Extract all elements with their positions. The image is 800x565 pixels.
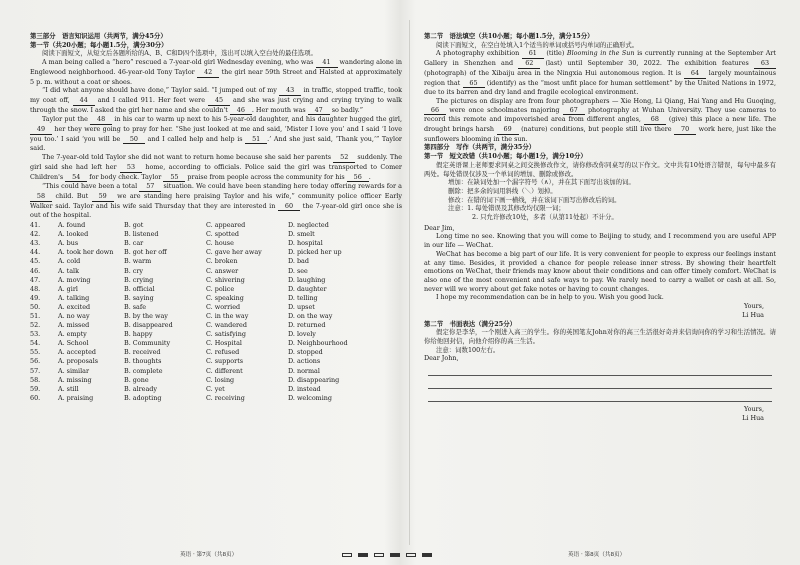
option-c[interactable]: C. spotted	[206, 230, 239, 239]
essay-instruction: 假定你是李华，一个刚进入高三的学生。你的英国笔友John对你的高三生活很好奇并来信询问你的学习和生活情况。请你给他回封信，向他介绍你的高三生活。	[424, 328, 776, 345]
grammar-paragraph-1	[424, 49, 776, 97]
blank-63[interactable]: 63	[754, 59, 776, 69]
text-run: (last) until September 30, 2022. The exhibition features	[540, 59, 754, 68]
option-c[interactable]: C. answer	[206, 266, 239, 275]
footer-left: 英语 · 第7页（共8页）	[180, 552, 238, 558]
blank-52[interactable]: 52	[333, 153, 355, 163]
option-d[interactable]: D. bad	[288, 257, 309, 266]
option-d[interactable]: D. smelt	[288, 230, 315, 239]
text-run: A photography exhibition	[436, 49, 522, 58]
option-d[interactable]: D. lovely	[288, 330, 316, 339]
option-b[interactable]: B. adopting	[124, 393, 162, 402]
option-a[interactable]: A. bus	[58, 239, 79, 248]
option-b[interactable]: B. saying	[124, 293, 154, 302]
text-run: photography at Wuhan University. They use cameras to record this remote and impoverished area from different angles,	[424, 105, 776, 124]
question-number: 45.	[30, 257, 41, 266]
letter-paragraph-2: WeChat has become a big part of our life. It is very convenient for people to express our feelings instant at any time. Besides, it provided a chance for people release inner stress. By showing their heartfelt emotions on WeChat, their friends may know about their conditions and can offer timely comfort. WeChat is also one of the most convenient and safe ways to pay. We rarely need to carry a wallet or cash at all. So, never will we worry about get fake notes or having to count changes.	[424, 249, 776, 293]
option-a[interactable]: A. similar	[58, 366, 90, 375]
text-run: Taylor put the	[42, 115, 91, 124]
option-a[interactable]: A. proposals	[58, 357, 99, 366]
blank-45[interactable]: 45	[208, 96, 230, 106]
option-a[interactable]: A. found	[58, 221, 86, 230]
option-c[interactable]: C. gave her away	[206, 248, 262, 257]
text-run: (title)	[543, 49, 567, 58]
option-b[interactable]: B. gone	[124, 375, 149, 384]
blank-59[interactable]: 59	[92, 192, 114, 202]
option-c[interactable]: C. in the way	[206, 312, 249, 320]
blank-44[interactable]: 44	[73, 96, 95, 106]
text-run: A man being called a “hero” rescued a 7-year-old girl Wednesday evening, who was	[42, 58, 316, 67]
question-number: 55.	[30, 348, 41, 357]
option-d[interactable]: D. upset	[288, 302, 315, 311]
option-a[interactable]: A. looked	[58, 230, 89, 239]
cloze-instruction: 阅读下面短文，从短文后各题所给的A、B、C和D四个选项中，选出可以填入空白处的最佳选项。	[42, 49, 317, 58]
option-b[interactable]: B. disappeared	[124, 321, 173, 330]
text-run: .’ And she just said, ‘Thank you,’” Taylor said.	[30, 134, 402, 153]
letter-paragraph-1: Long time no see. Knowing that you will come to Beijing to study, and I recommend you are useful APP in our life — WeChat.	[424, 232, 776, 250]
option-a[interactable]: A. cold	[58, 257, 81, 266]
option-b[interactable]: B. already	[124, 384, 157, 393]
letter-signature: Li Hua	[742, 310, 764, 319]
option-c[interactable]: C. wandered	[206, 321, 247, 330]
text-run: suddenly. The girl said she had left her	[30, 153, 402, 171]
question-number: 58.	[30, 375, 41, 384]
question-number: 59.	[30, 384, 41, 393]
option-a[interactable]: A. still	[58, 384, 79, 393]
blank-43[interactable]: 43	[279, 86, 301, 96]
option-b[interactable]: B. official	[124, 284, 155, 293]
alignment-mark	[374, 553, 384, 557]
alignment-marks	[342, 553, 432, 557]
text-run: her they were going to pray for her. “She just looked at me and said, ‘Mister I love you’ and I said ‘I love you too.’ I said ‘you will be	[30, 125, 402, 143]
correction-instruction: 假定英语课上老师要求同桌之间交换修改作文，请你修改你同桌写的以下作文。文中共有10处语言错误，每句中最多有两处。每处错误仅涉及一个单词的增加、删除或修改。	[424, 160, 776, 178]
text-run: (give) this place a new life. The drought brings harsh	[424, 115, 777, 134]
blank-49[interactable]: 49	[30, 125, 52, 135]
option-d[interactable]: D. Neighbourhood	[288, 339, 348, 348]
blank-67[interactable]: 67	[563, 106, 585, 116]
text-run: so badly.”	[329, 105, 363, 114]
option-b[interactable]: B. thoughts	[124, 357, 162, 366]
alignment-mark	[342, 553, 352, 557]
option-a[interactable]: A. took her down	[58, 248, 114, 257]
correction-heading: 第一节 短文改错（共10小题；每小题1分，满分10分）	[424, 152, 587, 161]
blank-47[interactable]: 47	[308, 106, 330, 116]
text-run: . Her mouth was	[251, 105, 308, 114]
option-c[interactable]: C. receiving	[206, 393, 245, 402]
option-c[interactable]: C. house	[206, 239, 234, 248]
blank-62[interactable]: 62	[518, 59, 540, 69]
blank-58[interactable]: 58	[30, 192, 52, 202]
option-c[interactable]: C. supports	[206, 357, 244, 366]
essay-heading: 第二节 书面表达（满分25分）	[424, 319, 516, 328]
option-d[interactable]: D. telling	[288, 293, 318, 302]
option-a[interactable]: A. missed	[58, 321, 90, 330]
blank-48[interactable]: 48	[90, 115, 112, 125]
letter-paragraph-3: I hope my recommendation can be in help to you. Wish you good luck.	[436, 293, 664, 302]
cloze-heading: 第一节（共20小题；每小题1.5分，满分30分）	[30, 40, 168, 49]
option-c[interactable]: C. worried	[206, 302, 241, 311]
correction-rule-add: 增加：在缺词处加一个漏字符号（∧），并在其下面写出该加的词。	[448, 178, 635, 187]
essay-closing: Yours,	[744, 405, 764, 414]
blank-70[interactable]: 70	[674, 125, 696, 135]
grammar-paragraph-2	[424, 97, 776, 144]
question-number: 49.	[30, 293, 41, 302]
blank-51[interactable]: 51	[245, 135, 267, 145]
section-heading: 第三部分 语言知识运用（共两节，满分45分）	[30, 32, 167, 40]
option-c[interactable]: C. refused	[206, 348, 240, 357]
option-c[interactable]: C. Hospital	[206, 339, 242, 348]
option-a[interactable]: A. no way	[58, 312, 90, 320]
option-b[interactable]: B. crying	[124, 275, 154, 284]
option-d[interactable]: D. daughter	[288, 284, 327, 293]
alignment-mark	[358, 553, 368, 557]
essay-note: 注意：词数100左右。	[436, 345, 500, 354]
answer-line[interactable]	[428, 376, 772, 389]
blank-53[interactable]: 53	[120, 163, 142, 173]
question-number: 42.	[30, 230, 41, 239]
question-number: 57.	[30, 366, 41, 375]
blank-69[interactable]: 69	[497, 125, 519, 135]
text-run: we are standing here praising Taylor and his wife,” community police officer Early Walker said. Taylor and his wife said Thursday that they are interested in	[30, 191, 402, 210]
text-run: is currently running at the September Art Gallery in Shenzhen and	[424, 49, 776, 68]
text-run: home, according to officials. Police said the girl was transported to Comer Children's	[30, 162, 402, 181]
option-b[interactable]: B. complete	[124, 366, 163, 375]
question-number: 51.	[30, 312, 41, 320]
option-b[interactable]: B. listened	[124, 230, 159, 239]
blank-64[interactable]: 64	[684, 69, 706, 79]
option-c[interactable]: C. appeared	[206, 221, 246, 230]
answer-options	[30, 221, 402, 403]
option-c[interactable]: C. speaking	[206, 293, 244, 302]
text-run: wandering alone in Englewood neighborhood. 46-year-old Tony Taylor	[30, 58, 402, 76]
option-a[interactable]: A. accepted	[58, 348, 96, 357]
essay-greeting: Dear John,	[424, 354, 459, 363]
blank-50[interactable]: 50	[123, 135, 145, 145]
blank-61[interactable]: 61	[522, 49, 544, 59]
option-d[interactable]: D. neglected	[288, 221, 329, 230]
text-run: “I did what anyone should have done,” Taylor said. “I jumped out of my	[42, 86, 280, 95]
question-number: 41.	[30, 221, 41, 230]
option-a[interactable]: A. School	[58, 339, 89, 348]
option-b[interactable]: B. by the way	[124, 312, 168, 320]
question-number: 43.	[30, 239, 41, 248]
option-b[interactable]: B. safe	[124, 302, 146, 311]
option-b[interactable]: B. warm	[124, 257, 152, 266]
blank-56[interactable]: 56	[347, 173, 369, 183]
letter-greeting: Dear Jim,	[424, 223, 455, 232]
text-run: praise from people across the community for his	[185, 172, 347, 181]
option-a[interactable]: A. talk	[58, 266, 79, 275]
grammar-heading: 第二节 语法填空（共10小题；每小题1.5分，满分15分）	[424, 32, 594, 40]
text-run: and she was just crying and crying trying to walk through the snow. I asked the girl her name and she couldn't	[30, 95, 403, 114]
blank-57[interactable]: 57	[139, 182, 161, 192]
option-d[interactable]: D. actions	[288, 357, 321, 366]
option-c[interactable]: C. yet	[206, 384, 225, 393]
option-b[interactable]: B. received	[124, 348, 161, 357]
blank-68[interactable]: 68	[644, 115, 666, 125]
text-run: and I called help and help is	[144, 134, 246, 143]
text-run: in his car to warm up next to his 5-year-old daughter, and his daughter hugged the girl,	[112, 115, 403, 124]
text-run: (identify) as the “most unfit place for human settlement” by the United Nations in 1972, due to its barren and dry land and fragile ecological environment.	[424, 78, 776, 97]
text-run: the 7-year-old girl once she is out of the hospital.	[30, 201, 402, 220]
cloze-paragraph-2	[30, 86, 402, 115]
option-a[interactable]: A. talking	[58, 293, 90, 302]
option-d[interactable]: D. on the way	[288, 312, 333, 320]
cloze-paragraph-3	[30, 115, 402, 153]
text-run: work here, just like the sunflowers blooming in the sun.	[424, 125, 776, 143]
option-b[interactable]: B. cry	[124, 266, 144, 275]
correction-note-2: 2. 只允许修改10处，多者（从第11处起）不计分。	[472, 213, 618, 222]
text-run: were once schoolmates majoring	[446, 105, 563, 114]
text-run: (nature) conditions, but people still live there	[518, 125, 675, 134]
option-b[interactable]: B. happy	[124, 330, 153, 339]
question-number: 44.	[30, 248, 41, 257]
blank-41[interactable]: 41	[316, 58, 338, 68]
blank-65[interactable]: 65	[463, 79, 485, 89]
text-run: The pictures on display are from four photographers — Xie Hong, Li Qiang, Hai Yang and Hu Guoqing,	[436, 96, 776, 105]
option-b[interactable]: B. Community	[124, 339, 171, 348]
page-left	[30, 32, 402, 403]
question-number: 48.	[30, 284, 41, 293]
blank-66[interactable]: 66	[424, 106, 446, 116]
question-number: 47.	[30, 275, 41, 284]
text-run: (photograph) of the Xibaiju area in the Ningxia Hui autonomous region. It is	[424, 68, 684, 77]
exhibition-title: Blooming in the Sun	[566, 49, 635, 58]
option-c[interactable]: C. police	[206, 284, 235, 293]
cloze-paragraph-1	[30, 58, 402, 86]
option-d[interactable]: D. laughing	[288, 275, 326, 284]
option-d[interactable]: D. returned	[288, 321, 326, 330]
question-number: 54.	[30, 339, 41, 348]
footer-right: 英语 · 第8页（共8页）	[568, 552, 626, 558]
option-b[interactable]: B. got	[124, 221, 144, 230]
option-b[interactable]: B. car	[124, 239, 144, 248]
question-number: 60.	[30, 393, 41, 402]
question-number: 46.	[30, 266, 41, 275]
text-run: for body check. Taylor	[87, 172, 164, 181]
text-run: child. But	[52, 191, 92, 200]
blank-55[interactable]: 55	[163, 173, 185, 183]
option-d[interactable]: D. normal	[288, 366, 320, 375]
option-a[interactable]: A. praising	[58, 393, 94, 402]
text-run: and I called 911. Her feet were	[94, 95, 209, 104]
option-c[interactable]: C. losing	[206, 375, 235, 384]
question-number: 53.	[30, 330, 41, 339]
text-run: The 7-year-old told Taylor she did not want to return home because she said her parents	[42, 153, 334, 162]
option-a[interactable]: A. empty	[58, 330, 87, 339]
correction-note-1: 注意：1. 每处错误及其修改均仅限一词；	[448, 204, 565, 213]
alignment-mark	[422, 553, 432, 557]
page-divider	[409, 20, 410, 545]
blank-46[interactable]: 46	[230, 106, 252, 116]
blank-54[interactable]: 54	[65, 173, 87, 183]
letter-closing: Yours,	[744, 302, 764, 311]
text-run: situation. We could have been standing here today offering rewards for a	[161, 182, 402, 191]
option-c[interactable]: C. shivering	[206, 275, 245, 284]
option-c[interactable]: C. broken	[206, 257, 238, 266]
option-a[interactable]: A. girl	[58, 284, 78, 293]
alignment-mark	[406, 553, 416, 557]
blank-60[interactable]: 60	[278, 202, 300, 212]
text-run: in traffic, stopped traffic, took my coat off,	[30, 86, 402, 104]
cloze-paragraph-4	[30, 153, 402, 182]
correction-rule-delete: 删除：把多余的词用斜线（＼）划掉。	[448, 186, 557, 195]
question-number: 50.	[30, 302, 41, 311]
option-c[interactable]: C. different	[206, 366, 243, 375]
writing-heading: 第四部分 写作（共两节，满分35分）	[424, 143, 536, 152]
option-d[interactable]: D. instead	[288, 384, 321, 393]
grammar-instruction: 阅读下面短文，在空白处填入1个适当的单词或括号内单词的正确形式。	[436, 40, 639, 49]
blank-42[interactable]: 42	[197, 68, 219, 78]
option-b[interactable]: B. got her off	[124, 248, 167, 257]
correction-rule-modify: 修改：在错的词下画一横线，并在该词下面写出修改后的词。	[448, 195, 621, 204]
option-d[interactable]: D. stopped	[288, 348, 323, 357]
option-a[interactable]: A. moving	[58, 275, 91, 284]
option-d[interactable]: D. see	[288, 266, 308, 275]
alignment-mark	[390, 553, 400, 557]
option-c[interactable]: C. satisfying	[206, 330, 246, 339]
text-run: largely mountainous region that	[424, 68, 777, 87]
cloze-paragraph-5	[30, 182, 402, 220]
text-run: “This could have been a total	[42, 182, 140, 191]
text-run: the girl near 59th Street and Halsted at approximately 5 p. m. without a coat or shoes.	[30, 67, 402, 86]
question-number: 56.	[30, 357, 41, 366]
option-d[interactable]: D. hospital	[288, 239, 323, 248]
answer-line[interactable]	[428, 363, 772, 376]
option-a[interactable]: A. excited	[58, 302, 91, 311]
option-d[interactable]: D. welcoming	[288, 393, 332, 402]
page-right	[424, 32, 776, 422]
option-a[interactable]: A. missing	[58, 375, 92, 384]
question-number: 52.	[30, 321, 41, 330]
text-run: .	[368, 172, 371, 181]
answer-line[interactable]	[428, 389, 772, 402]
option-d[interactable]: D. disappearing	[288, 375, 340, 384]
option-d[interactable]: D. picked her up	[288, 248, 342, 257]
essay-signature: Li Hua	[742, 413, 764, 422]
